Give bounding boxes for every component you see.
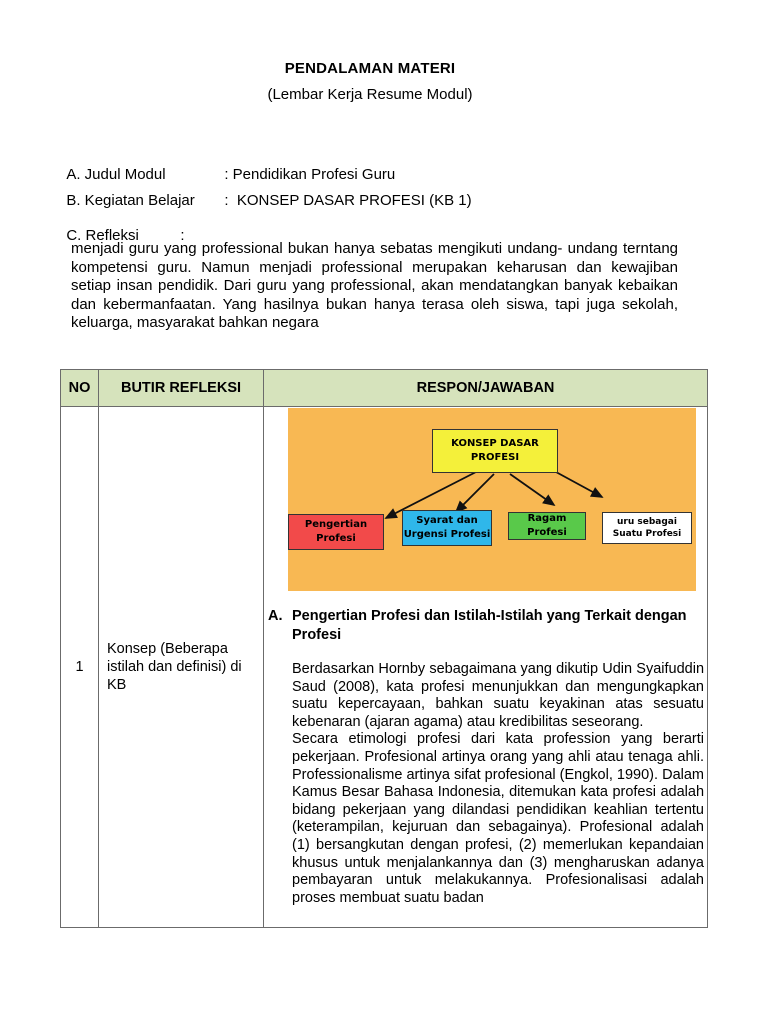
body-line: Syaifuddin Saud (2008), kata profesi menunjukkan dan bbox=[292, 661, 705, 695]
reflection-line: akan mendatangkan banyak kebaikan dan kebermanfaatan. Yang hasilnya bbox=[71, 277, 678, 313]
diagram-root-node bbox=[432, 429, 558, 473]
section-heading bbox=[268, 607, 704, 645]
header-respon-jawaban: RESPON/JAWABAN bbox=[264, 370, 708, 407]
judul-modul-label: A. Judul Modul bbox=[66, 166, 166, 183]
diagram-node-syarat bbox=[402, 510, 492, 546]
judul-modul-value: : Pendidikan Profesi Guru bbox=[224, 166, 396, 183]
diagram-node-pengertian bbox=[288, 514, 384, 550]
kegiatan-belajar-row bbox=[58, 175, 472, 209]
root-line-2: PROFESI bbox=[470, 452, 520, 463]
reflection-paragraph bbox=[71, 240, 678, 333]
butir-refleksi-cell: Konsep (Beberapa istilah dan definisi) di KB bbox=[99, 407, 264, 928]
response-text bbox=[268, 607, 704, 907]
node-line-1: uru sebagai bbox=[617, 517, 677, 527]
body-line: mengungkapkan suatu kepercayaan, bahkan suatu keyakinan bbox=[292, 678, 704, 713]
node-line-2: Suatu Profesi bbox=[612, 529, 682, 539]
reflection-line: undang terntang kompetensi guru. Namun menjadi professional merupakan bbox=[71, 240, 679, 276]
node-line-1: Syarat dan bbox=[416, 515, 478, 526]
node-line-1: Ragam Profesi bbox=[527, 513, 567, 538]
header-no: NO bbox=[61, 370, 99, 407]
respon-cell bbox=[264, 407, 708, 928]
body-line: Profesional adalah (1) bersangkutan dengan profesi, (2) bbox=[292, 819, 704, 853]
body-line: seseorang. bbox=[571, 713, 644, 730]
kegiatan-belajar-value: : KONSEP DASAR PROFESI (KB 1) bbox=[224, 192, 472, 209]
section-body bbox=[292, 661, 704, 907]
diagram-node-ragam bbox=[508, 512, 586, 540]
reflection-line: menjadi guru yang professional bukan hanya sebatas mengikuti undang- bbox=[71, 240, 563, 257]
reflection-line: bukan hanya terasa oleh siswa, tapi juga sekolah, keluarga, masyarakat bbox=[71, 295, 678, 331]
refleksi-label: C. Refleksi bbox=[66, 227, 139, 244]
body-line: profesi adalah bidang pekerjaan yang dilandasi pendidikan bbox=[292, 784, 705, 818]
table-row bbox=[61, 407, 708, 928]
body-line: Dalam Kamus Besar Bahasa Indonesia, ditemukan kata bbox=[292, 766, 705, 801]
arrow-to-guru-profesi bbox=[556, 472, 602, 497]
root-line-1: KONSEP DASAR bbox=[451, 438, 539, 449]
concept-diagram bbox=[288, 408, 696, 591]
body-line: ahli. Professionalisme artinya sifat profesional (Engkol, 1990). bbox=[292, 748, 704, 783]
document-title: PENDALAMAN MATERI bbox=[284, 60, 456, 77]
table-header-row bbox=[61, 370, 708, 407]
section-heading-text: Pengertian Profesi dan Istilah-Istilah yang Terkait dengan Profesi bbox=[292, 608, 687, 643]
body-line: Berdasarkan Hornby sebagaimana yang dikutip Udin bbox=[292, 661, 633, 677]
diagram-node-guru-profesi bbox=[602, 512, 692, 544]
kegiatan-belajar-label: B. Kegiatan Belajar bbox=[66, 192, 195, 209]
section-letter: A. bbox=[268, 608, 283, 624]
reflection-line: bahkan negara bbox=[218, 314, 319, 331]
node-line-2: Urgensi Profesi bbox=[403, 529, 491, 540]
body-line: (3) mengharuskan adanya pembayaran untuk melakukannya. bbox=[292, 854, 704, 889]
document-subtitle: (Lembar Kerja Resume Modul) bbox=[267, 86, 473, 103]
arrow-to-ragam bbox=[510, 474, 554, 505]
body-line: Profesionalisasi adalah proses membuat suatu badan bbox=[292, 872, 704, 906]
reflection-line: keharusan dan kewajiban setiap insan pendidik. Dari guru yang professional, bbox=[71, 258, 678, 294]
body-line: keahlian tertentu (keterampilan, kejuruan dan sebagainya). bbox=[292, 801, 704, 836]
refleksi-colon: : bbox=[180, 227, 185, 244]
body-line: pekerjaan. Profesional artinya orang yang ahli atau tenaga bbox=[292, 748, 673, 765]
body-line: atas sesuatu kebenaran (ajaran agama) atau kredibilitas bbox=[292, 696, 704, 730]
reflection-table bbox=[60, 369, 708, 928]
row-number: 1 bbox=[61, 407, 99, 928]
body-line: memerlukan kepandaian khusus untuk menjalankannya dan bbox=[292, 836, 704, 871]
node-line-2: Profesi bbox=[316, 533, 356, 544]
body-line: Secara etimologi profesi dari kata profession yang berarti bbox=[292, 731, 704, 748]
node-line-1: Pengertian bbox=[304, 519, 368, 530]
refleksi-row bbox=[58, 210, 185, 244]
header-butir-refleksi: BUTIR REFLEKSI bbox=[99, 370, 264, 407]
